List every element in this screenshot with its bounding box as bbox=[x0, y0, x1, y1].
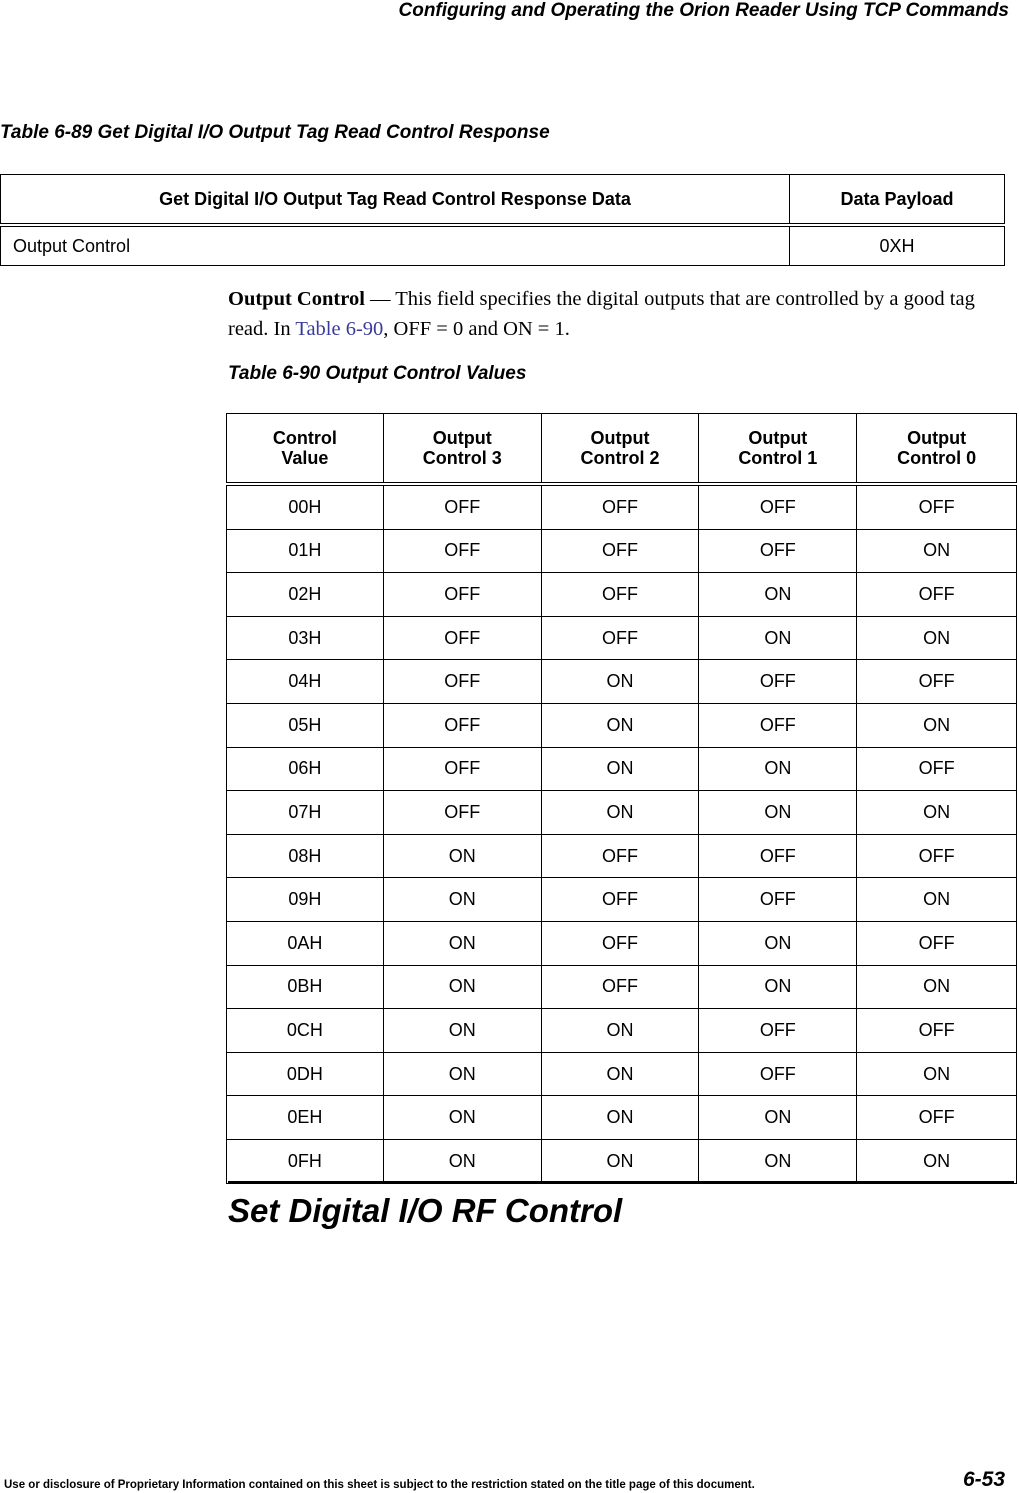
table-cell: 0FH bbox=[227, 1139, 384, 1183]
table-cell: 03H bbox=[227, 616, 384, 660]
table-cell: OFF bbox=[857, 834, 1017, 878]
table-cell: OFF bbox=[541, 529, 699, 573]
table-cell: OFF bbox=[383, 484, 541, 529]
table-6-89-caption: Table 6-89 Get Digital I/O Output Tag Read Control Response bbox=[0, 122, 550, 143]
table-cell: ON bbox=[857, 529, 1017, 573]
section-heading: Set Digital I/O RF Control bbox=[228, 1192, 623, 1229]
table-row bbox=[227, 660, 1017, 704]
table-header-cell bbox=[857, 414, 1017, 485]
table-header-cell bbox=[383, 414, 541, 485]
table-cell: ON bbox=[541, 1052, 699, 1096]
table-cell: OFF bbox=[857, 747, 1017, 791]
description-text: , OFF = 0 and ON = 1. bbox=[383, 318, 570, 340]
table-cell: ON bbox=[383, 921, 541, 965]
table-cell: OFF bbox=[857, 573, 1017, 617]
table-cell: OFF bbox=[699, 878, 857, 922]
table-cell: ON bbox=[699, 1139, 857, 1183]
table-cell: OFF bbox=[541, 484, 699, 529]
table-cell: 0EH bbox=[227, 1096, 384, 1140]
table-cell: OFF bbox=[699, 660, 857, 704]
table-cell: OFF bbox=[541, 834, 699, 878]
table-row bbox=[227, 834, 1017, 878]
table-cell: ON bbox=[857, 791, 1017, 835]
table-header-cell bbox=[699, 414, 857, 485]
table-cell: OFF bbox=[857, 921, 1017, 965]
description-text: This field specifies the digital outputs that are controlled by a good tag read. In bbox=[228, 288, 975, 340]
header-line: Output bbox=[432, 428, 492, 448]
table-cell: 07H bbox=[227, 791, 384, 835]
table-cell: 0AH bbox=[227, 921, 384, 965]
table-cell: OFF bbox=[383, 660, 541, 704]
table-cell: OFF bbox=[857, 484, 1017, 529]
table-cell: ON bbox=[857, 878, 1017, 922]
table-row bbox=[227, 484, 1017, 529]
table-cell: 09H bbox=[227, 878, 384, 922]
table-cell: OFF bbox=[541, 616, 699, 660]
header-line: Value bbox=[281, 448, 329, 468]
table-reference-link[interactable]: Table 6-90 bbox=[295, 318, 384, 340]
table-cell: ON bbox=[857, 1139, 1017, 1183]
table-cell: OFF bbox=[541, 921, 699, 965]
table-cell: ON bbox=[699, 573, 857, 617]
table-6-90-caption: Table 6-90 Output Control Values bbox=[228, 363, 527, 384]
table-cell: ON bbox=[699, 1096, 857, 1140]
table-cell: 04H bbox=[227, 660, 384, 704]
page-number: 6-53 bbox=[962, 1468, 1005, 1491]
table-row bbox=[227, 747, 1017, 791]
table-header-cell bbox=[541, 414, 699, 485]
table-row bbox=[227, 791, 1017, 835]
header-line: Control 3 bbox=[422, 448, 502, 468]
table-cell: ON bbox=[699, 616, 857, 660]
table-cell: ON bbox=[383, 1009, 541, 1053]
table-cell: OFF bbox=[699, 834, 857, 878]
table-6-89 bbox=[0, 174, 1005, 266]
table-cell: OFF bbox=[541, 573, 699, 617]
table-cell: 06H bbox=[227, 747, 384, 791]
table-cell: 0XH bbox=[790, 225, 1005, 266]
table-cell: ON bbox=[857, 616, 1017, 660]
table-cell: OFF bbox=[857, 1009, 1017, 1053]
table-row bbox=[227, 1139, 1017, 1183]
table-header-cell: Get Digital I/O Output Tag Read Control Response Data bbox=[1, 175, 790, 226]
table-cell: ON bbox=[699, 965, 857, 1009]
table-cell: OFF bbox=[541, 878, 699, 922]
table-cell: ON bbox=[383, 1139, 541, 1183]
table-cell: 01H bbox=[227, 529, 384, 573]
table-cell: 0BH bbox=[227, 965, 384, 1009]
table-row bbox=[227, 921, 1017, 965]
table-cell: ON bbox=[383, 965, 541, 1009]
table-cell: ON bbox=[383, 1096, 541, 1140]
term: Output Control bbox=[228, 288, 365, 310]
header-line: Control 1 bbox=[738, 448, 818, 468]
section-rule bbox=[228, 1181, 1014, 1184]
table-row bbox=[227, 703, 1017, 747]
table-cell: OFF bbox=[383, 747, 541, 791]
table-cell: OFF bbox=[699, 1009, 857, 1053]
table-cell: ON bbox=[383, 878, 541, 922]
table-cell: ON bbox=[541, 1139, 699, 1183]
table-row bbox=[227, 616, 1017, 660]
header-line: Output bbox=[748, 428, 808, 448]
table-header-cell bbox=[227, 414, 384, 485]
table-cell: ON bbox=[383, 1052, 541, 1096]
table-cell: OFF bbox=[699, 703, 857, 747]
table-cell: ON bbox=[699, 791, 857, 835]
header-line: Control bbox=[272, 428, 337, 448]
table-cell: 02H bbox=[227, 573, 384, 617]
table-row bbox=[227, 878, 1017, 922]
table-cell: ON bbox=[857, 703, 1017, 747]
table-cell: ON bbox=[857, 1052, 1017, 1096]
table-cell: ON bbox=[541, 791, 699, 835]
table-cell: OFF bbox=[857, 660, 1017, 704]
table-row bbox=[227, 1096, 1017, 1140]
table-cell: ON bbox=[541, 660, 699, 704]
header-line: Control 2 bbox=[580, 448, 660, 468]
table-row bbox=[227, 573, 1017, 617]
table-cell: ON bbox=[699, 921, 857, 965]
header-line: Output bbox=[907, 428, 967, 448]
table-cell: OFF bbox=[699, 1052, 857, 1096]
table-cell: 08H bbox=[227, 834, 384, 878]
table-row bbox=[227, 1009, 1017, 1053]
table-cell: OFF bbox=[383, 573, 541, 617]
table-6-90 bbox=[226, 413, 1017, 1184]
table-cell: ON bbox=[699, 747, 857, 791]
table-row bbox=[227, 965, 1017, 1009]
table-cell: ON bbox=[541, 1096, 699, 1140]
table-header-cell: Data Payload bbox=[790, 175, 1005, 226]
running-header: Configuring and Operating the Orion Reader Using TCP Commands bbox=[398, 0, 1009, 21]
table-row bbox=[1, 225, 1005, 266]
footer-notice: Use or disclosure of Proprietary Information contained on this sheet is subject to the restriction stated on the title page of this document. bbox=[4, 1479, 755, 1491]
table-cell: OFF bbox=[857, 1096, 1017, 1140]
table-cell: OFF bbox=[541, 965, 699, 1009]
table-cell: OFF bbox=[383, 791, 541, 835]
table-row bbox=[227, 529, 1017, 573]
table-cell: OFF bbox=[699, 529, 857, 573]
table-cell: ON bbox=[857, 965, 1017, 1009]
table-cell: 05H bbox=[227, 703, 384, 747]
output-control-description bbox=[228, 284, 998, 344]
dash: — bbox=[364, 288, 396, 310]
table-cell: Output Control bbox=[1, 225, 790, 266]
table-cell: OFF bbox=[383, 703, 541, 747]
table-cell: 00H bbox=[227, 484, 384, 529]
table-cell: 0DH bbox=[227, 1052, 384, 1096]
table-cell: OFF bbox=[699, 484, 857, 529]
table-cell: ON bbox=[541, 703, 699, 747]
table-row bbox=[227, 1052, 1017, 1096]
header-line: Control 0 bbox=[897, 448, 977, 468]
table-cell: 0CH bbox=[227, 1009, 384, 1053]
table-cell: ON bbox=[541, 747, 699, 791]
table-cell: OFF bbox=[383, 616, 541, 660]
table-cell: OFF bbox=[383, 529, 541, 573]
table-cell: ON bbox=[541, 1009, 699, 1053]
header-line: Output bbox=[590, 428, 650, 448]
table-cell: ON bbox=[383, 834, 541, 878]
